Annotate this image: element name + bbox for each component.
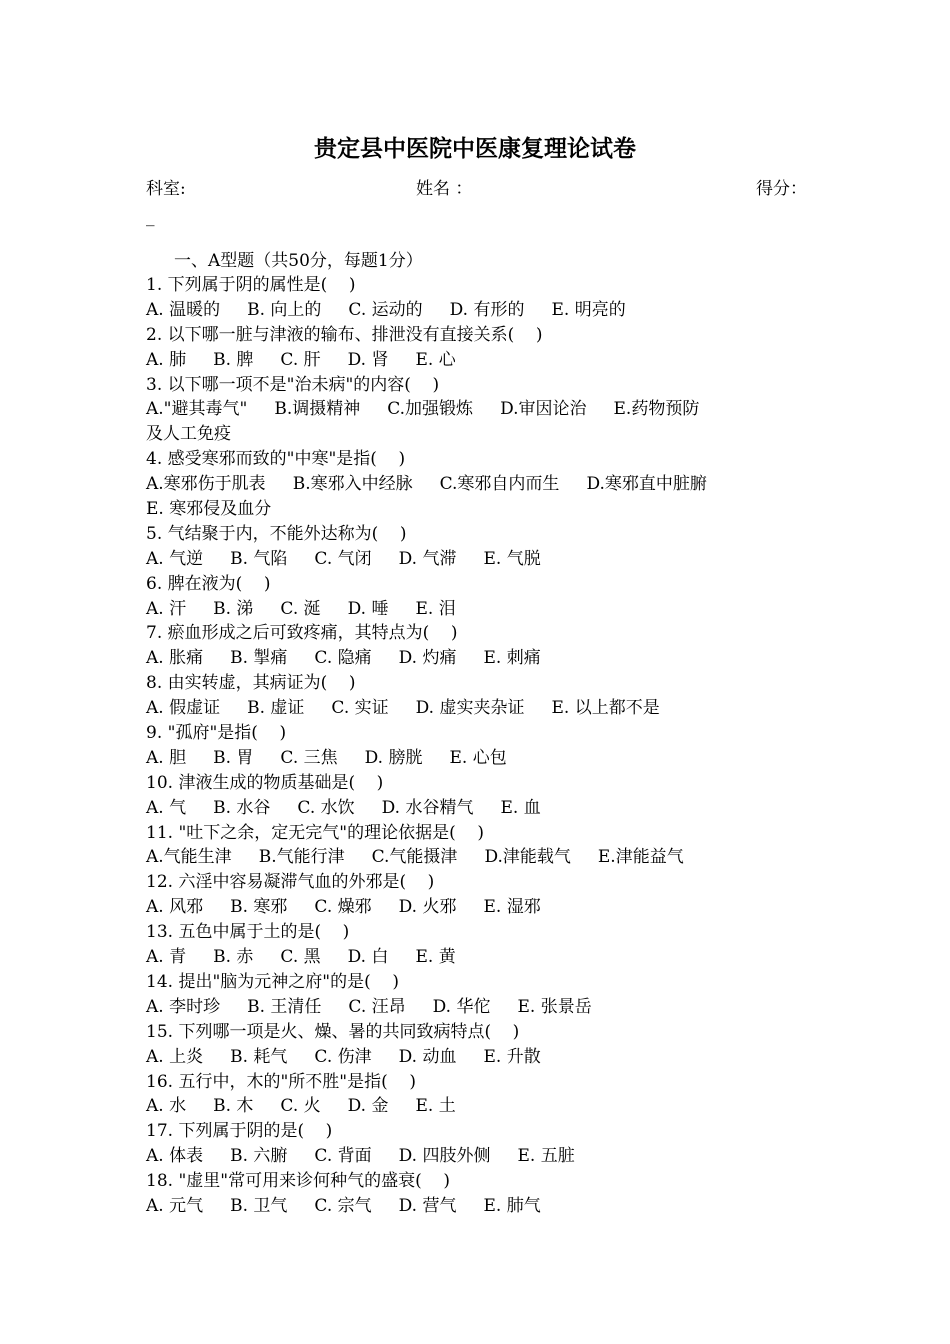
answer-options: A.寒邪伤于肌表 B.寒邪入中经脉 C.寒邪自内而生 D.寒邪直中脏腑 <box>146 474 707 495</box>
question-stem: 9. "孤府"是指( ) <box>146 723 287 744</box>
section-heading: 一、A型题（共50分，每题1分） <box>174 251 423 271</box>
answer-options: A. 水 B. 木 C. 火 D. 金 E. 土 <box>146 1096 456 1117</box>
answer-options: A. 胀痛 B. 掣痛 C. 隐痛 D. 灼痛 E. 刺痛 <box>146 648 541 669</box>
answer-options: A. 假虚证 B. 虚证 C. 实证 D. 虚实夹杂证 E. 以上都不是 <box>146 698 660 719</box>
answer-options: A. 风邪 B. 寒邪 C. 燥邪 D. 火邪 E. 湿邪 <box>146 897 541 918</box>
answer-options: A. 青 B. 赤 C. 黑 D. 白 E. 黄 <box>146 947 456 968</box>
answer-options: A."避其毒气" B.调摄精神 C.加强锻炼 D.审因论治 E.药物预防 <box>146 399 700 420</box>
dept-label: 科室: <box>146 179 186 199</box>
question-stem: 15. 下列哪一项是火、燥、暑的共同致病特点( ) <box>146 1021 520 1042</box>
answer-options: A. 李时珍 B. 王清任 C. 汪昂 D. 华佗 E. 张景岳 <box>146 996 592 1017</box>
question-stem: 16. 五行中，木的"所不胜"是指( ) <box>146 1071 416 1092</box>
answer-options: A. 气 B. 水谷 C. 水饮 D. 水谷精气 E. 血 <box>146 797 541 818</box>
question-stem: 3. 以下哪一项不是"治未病"的内容( ) <box>146 374 440 395</box>
answer-options: A. 温暖的 B. 向上的 C. 运动的 D. 有形的 E. 明亮的 <box>146 299 626 320</box>
question-stem: 10. 津液生成的物质基础是( ) <box>146 772 384 793</box>
question-stem: 8. 由实转虚，其病证为( ) <box>146 673 356 694</box>
answer-options: A. 肺 B. 脾 C. 肝 D. 肾 E. 心 <box>146 349 456 370</box>
question-stem: 11. "吐下之余，定无完气"的理论依据是( ) <box>146 822 484 843</box>
score-label: 得分： <box>756 179 807 199</box>
question-stem: 4. 感受寒邪而致的"中寒"是指( ) <box>146 449 406 470</box>
question-stem: 6. 脾在液为( ) <box>146 573 271 594</box>
question-stem: 14. 提出"脑为元神之府"的是( ) <box>146 971 399 992</box>
answer-options: A. 汗 B. 涕 C. 涎 D. 唾 E. 泪 <box>146 598 456 619</box>
answer-options: A. 体表 B. 六腑 C. 背面 D. 四肢外侧 E. 五脏 <box>146 1146 575 1167</box>
question-stem: 2. 以下哪一脏与津液的输布、排泄没有直接关系( ) <box>146 324 543 345</box>
answer-options: A. 元气 B. 卫气 C. 宗气 D. 营气 E. 肺气 <box>146 1195 541 1216</box>
answer-options: A. 胆 B. 胃 C. 三焦 D. 膀胱 E. 心包 <box>146 747 507 768</box>
question-stem: 5. 气结聚于内，不能外达称为( ) <box>146 523 407 544</box>
question-stem: 1. 下列属于阴的属性是( ) <box>146 275 356 295</box>
answer-options: A. 气逆 B. 气陷 C. 气闭 D. 气滞 E. 气脱 <box>146 548 541 569</box>
blank-line: _ <box>146 207 155 227</box>
question-list <box>146 273 818 1219</box>
question-stem: 13. 五色中属于土的是( ) <box>146 922 350 943</box>
answer-options: E. 寒邪侵及血分 <box>146 499 272 520</box>
question-stem: 12. 六淫中容易凝滞气血的外邪是( ) <box>146 872 435 893</box>
exam-title: 贵定县中医院中医康复理论试卷 <box>314 135 636 162</box>
name-label: 姓名 ： <box>416 179 473 199</box>
answer-options: 及人工免疫 <box>146 424 231 445</box>
answer-options: A. 上炎 B. 耗气 C. 伤津 D. 动血 E. 升散 <box>146 1046 541 1067</box>
question-stem: 7. 瘀血形成之后可致疼痛，其特点为( ) <box>146 623 458 644</box>
answer-options: A.气能生津 B.气能行津 C.气能摄津 D.津能载气 E.津能益气 <box>146 847 684 868</box>
question-stem: 17. 下列属于阴的是( ) <box>146 1121 333 1142</box>
question-stem: 18. "虚里"常可用来诊何种气的盛衰( ) <box>146 1171 450 1192</box>
